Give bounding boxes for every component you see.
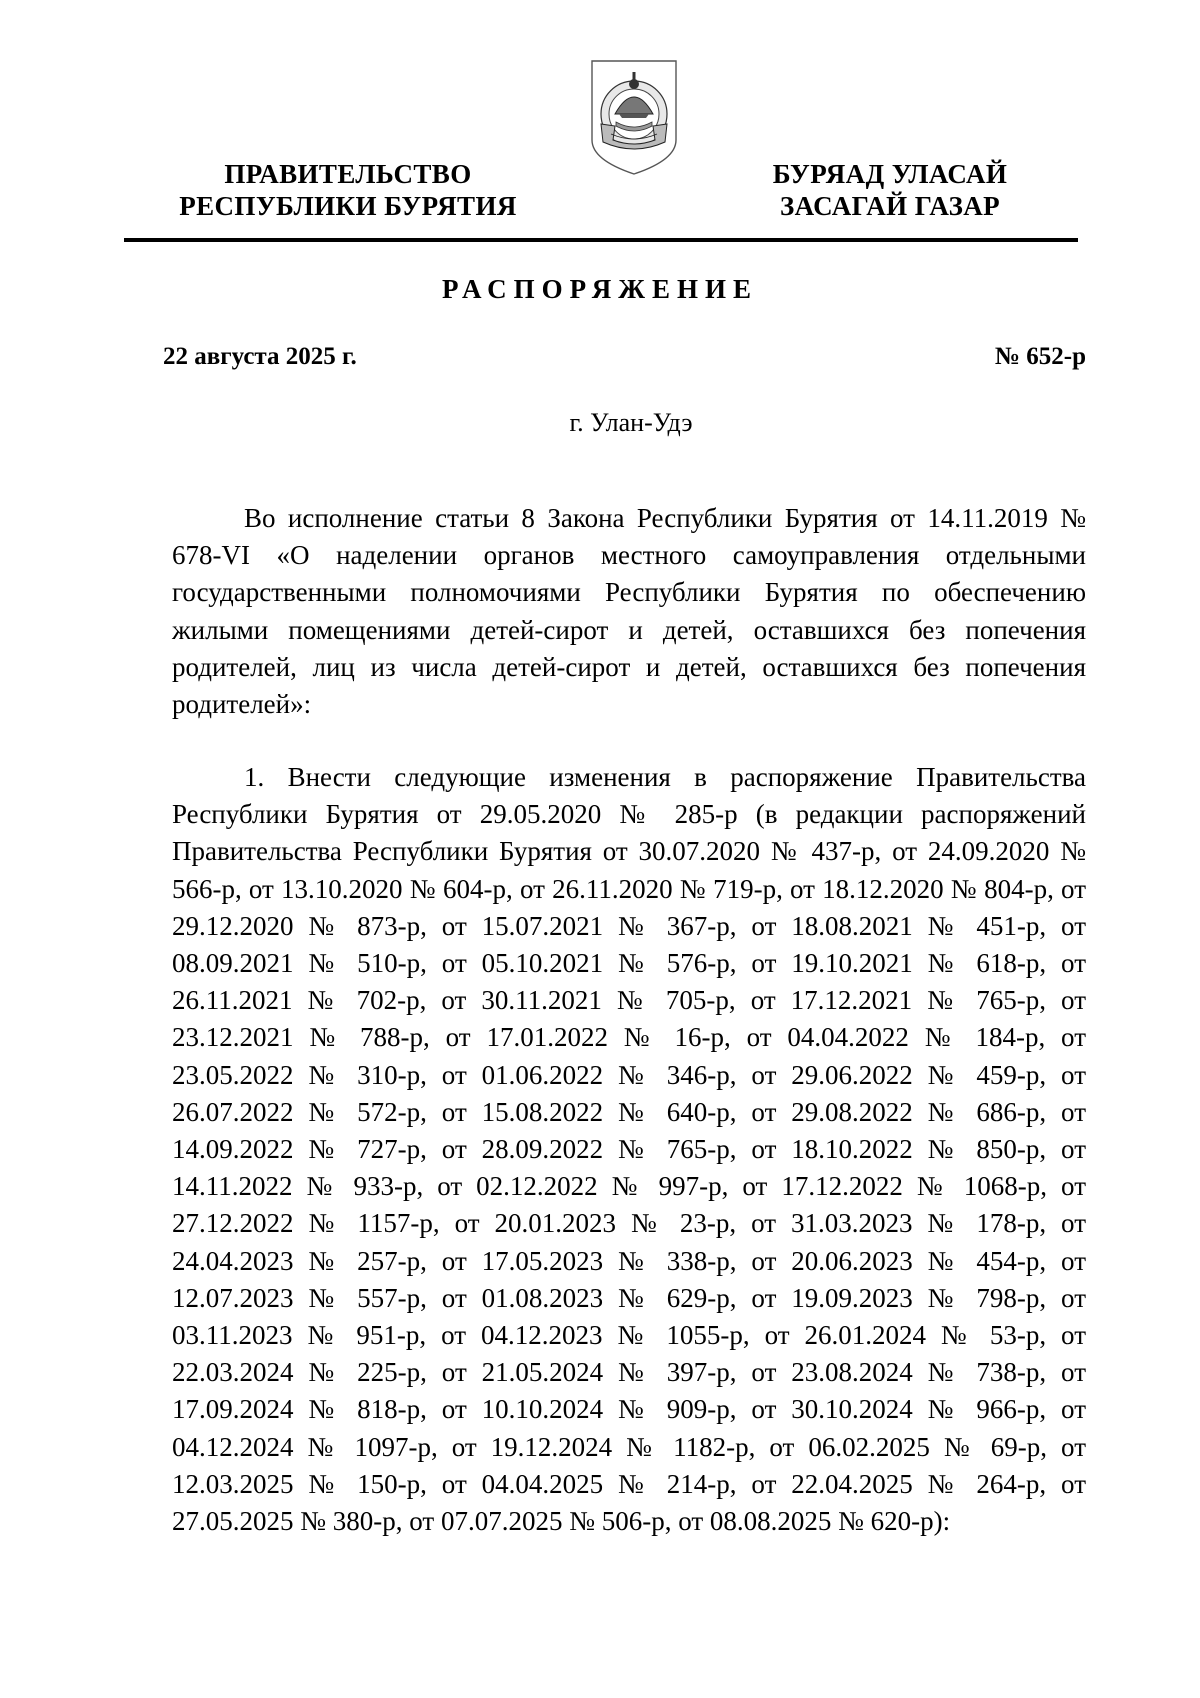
document-date: 22 августа 2025 г.	[163, 343, 357, 370]
republic-emblem-icon	[589, 58, 679, 176]
organization-name-russian	[160, 158, 536, 222]
organization-bua-line-2: ЗАСАГАЙ ГАЗАР	[779, 191, 1001, 221]
document-type: РАСПОРЯЖЕНИЕ	[441, 274, 759, 304]
organization-ru-line-1: ПРАВИТЕЛЬСТВО	[224, 159, 472, 189]
body-paragraph-preamble: Во исполнение статьи 8 Закона Республики Бурятия от 14.11.2019 № 678-VI «О наделении органов местного самоуправления отдельными государственными полномочиями Республики Бурятия по обеспечению жилыми помещениями детей-сирот и детей, оставшихся без попечения родителей, лиц из числа детей-сирот и детей, оставшихся без попечения родителей»:	[172, 503, 1086, 720]
body-paragraph-item-1: 1. Внести следующие изменения в распоряжение Правительства Республики Бурятия от 29.05.2020 № 285-р (в редакции распоряжений Правительства Республики Бурятия от 30.07.2020 № 437-р, от 24.09.2020 № 566-р, от 13.10.2020 № 604-р, от 26.11.2020 № 719-р, от 18.12.2020 № 804-р, от 29.12.2020 № 873-р, от 15.07.2021 № 367-р, от 18.08.2021 № 451-р, от 08.09.2021 № 510-р, от 05.10.2021 № 576-р, от 19.10.2021 № 618-р, от 26.11.2021 № 702-р, от 30.11.2021 № 705-р, от 17.12.2021 № 765-р, от 23.12.2021 № 788-р, от 17.01.2022 № 16-р, от 04.04.2022 № 184-р, от 23.05.2022 № 310-р, от 01.06.2022 № 346-р, от 29.06.2022 № 459-р, от 26.07.2022 № 572-р, от 15.08.2022 № 640-р, от 29.08.2022 № 686-р, от 14.09.2022 № 727-р, от 28.09.2022 № 765-р, от 18.10.2022 № 850-р, от 14.11.2022 № 933-р, от 02.12.2022 № 997-р, от 17.12.2022 № 1068-р, от 27.12.2022 № 1157-р, от 20.01.2023 № 23-р, от 31.03.2023 № 178-р, от 24.04.2023 № 257-р, от 17.05.2023 № 338-р, от 20.06.2023 № 454-р, от 12.07.2023 № 557-р, от 01.08.2023 № 629-р, от 19.09.2023 № 798-р, от 03.11.2023 № 951-р, от 04.12.2023 № 1055-р, от 26.01.2024 № 53-р, от 22.03.2024 № 225-р, от 21.05.2024 № 397-р, от 23.08.2024 № 738-р, от 17.09.2024 № 818-р, от 10.10.2024 № 909-р, от 30.10.2024 № 966-р, от 04.12.2024 № 1097-р, от 19.12.2024 № 1182-р, от 06.02.2025 № 69-р, от 12.03.2025 № 150-р, от 04.04.2025 № 214-р, от 22.04.2025 № 264-р, от 27.05.2025 № 380-р, от 07.07.2025 № 506-р, от 08.08.2025 № 620-р):	[172, 762, 1086, 1537]
document-city: г. Улан-Удэ	[569, 408, 693, 437]
organization-bua-line-1: БУРЯАД УЛАСАЙ	[772, 159, 1008, 189]
organization-ru-line-2: РЕСПУБЛИКИ БУРЯТИЯ	[179, 191, 517, 221]
document-number: № 652-р	[994, 343, 1086, 370]
organization-name-buryat	[725, 158, 1055, 222]
header-divider	[124, 238, 1078, 242]
